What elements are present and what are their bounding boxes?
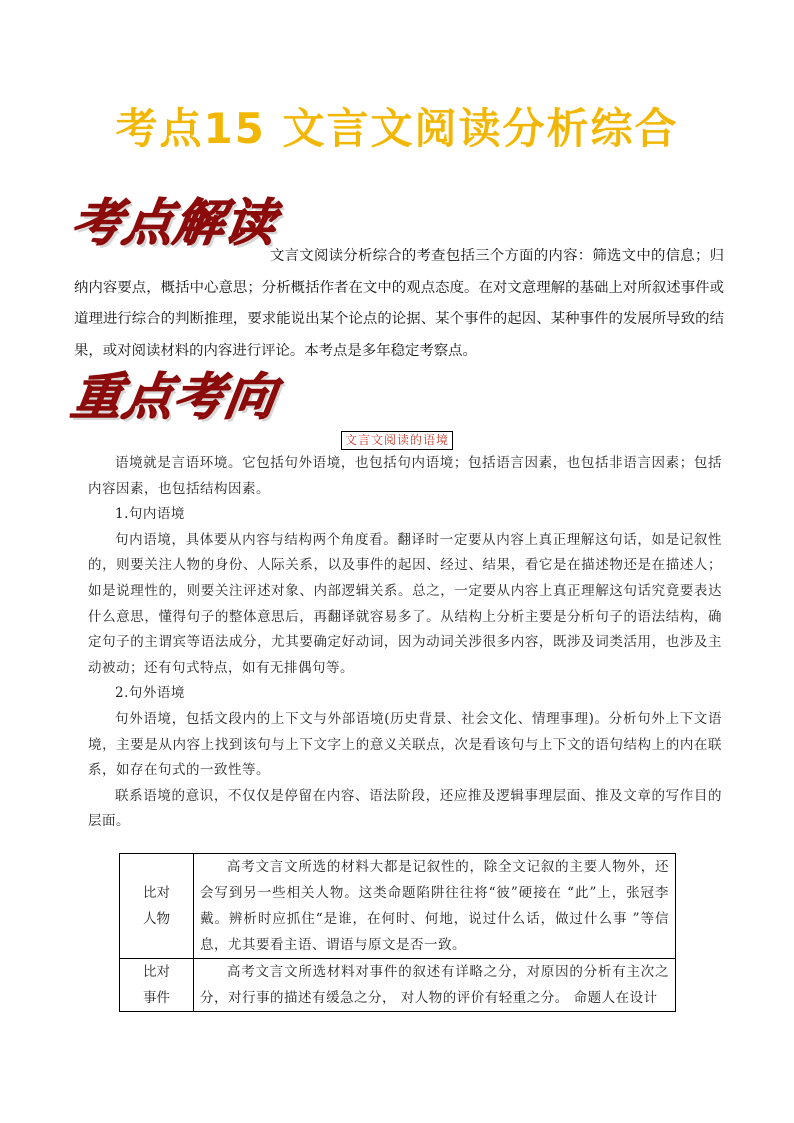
- page-title: 考点15 文言文阅读分析综合: [115, 104, 679, 153]
- comparison-table: [119, 853, 676, 1012]
- label-line: 比对: [143, 964, 170, 980]
- table-row-label: [120, 854, 194, 959]
- table-row: [120, 959, 676, 1012]
- body-paragraph: 句外语境，包括文段内的上下文与外部语境(历史背景、社会文化、情理事理)。分析句外上下文语境，主要是从内容上找到该句与上下文字上的意义关联点，次是看该句与上下文的语句结构上的内在联系，如存在句式的一致性等。: [88, 710, 722, 779]
- label-line: 人物: [143, 911, 170, 927]
- label-line: 比对: [143, 885, 170, 901]
- body-text: [88, 451, 722, 835]
- section-caption-text: 文言文阅读的语境: [341, 431, 453, 450]
- table-row-content: 高考文言文所选的材料大都是记叙性的，除全文记叙的主要人物外，还会写到另一些相关人物。这类命题陷阱往往将“彼”硬接在 “此”上，张冠李戴。辨析时应抓住“是谁，在何时、何地，说过什么话，做过什么事 ”等信息，尤其要看主语、谓语与原文是否一致。: [194, 854, 676, 959]
- label-line: 事件: [143, 990, 170, 1006]
- subheading-outer-context: 2.句外语境: [115, 685, 185, 702]
- body-paragraph: 语境就是言语环境。它包括句外语境，也包括句内语境；包括语言因素，也包括非语言因素；包括内容因素，也包括结构因素。: [88, 455, 722, 497]
- section-heading-kaodian-jiedu: 考点解读: [67, 194, 281, 252]
- intro-paragraph: 文言文阅读分析综合的考查包括三个方面的内容：筛选文中的信息；归纳内容要点，概括中心意思；分析概括作者在文中的观点态度。在对文意理解的基础上对所叙述事件或道理进行综合的判断推理，要求能说出某个论点的论据、某个事件的起因、某种事件的发展所导致的结果，或对阅读材料的内容进行评论。本考点是多年稳定考察点。: [74, 248, 724, 359]
- body-paragraph: 联系语境的意识，不仅仅是停留在内容、语法阶段，还应推及逻辑事理层面、推及文章的写作目的层面。: [88, 787, 722, 830]
- section-heading-zhongdian-kaoxiang: 重点考向: [67, 368, 281, 426]
- table-row: [120, 854, 676, 959]
- body-paragraph: 句内语境，具体要从内容与结构两个角度看。翻译时一定要从内容上真正理解这句话，如是记叙性的，则要关注人物的身份、人际关系，以及事件的起因、经过、结果，看它是在描述物还是在描述人；如是说理性的，则要关注评述对象、内部逻辑关系。总之，一定要从内容上真正理解这句话究竟要表达什么意思，懂得句子的整体意思后，再翻译就容易多了。从结构上分析主要是分析句子的语法结构，确定句子的主谓宾等语法成分，尤其要确定好动词，因为动词关涉很多内容，既涉及词类活用，也涉及主动被动；还有句式特点，如有无排偶句等。: [88, 531, 722, 676]
- table-row-content: 高考文言文所选材料对事件的叙述有详略之分，对原因的分析有主次之分，对行事的描述有缓急之分， 对人物的评价有轻重之分。 命题人在设计: [194, 959, 676, 1012]
- subheading-sentence-context: 1.句内语境: [115, 506, 185, 523]
- table-row-label: [120, 959, 194, 1012]
- section-caption: [0, 429, 794, 450]
